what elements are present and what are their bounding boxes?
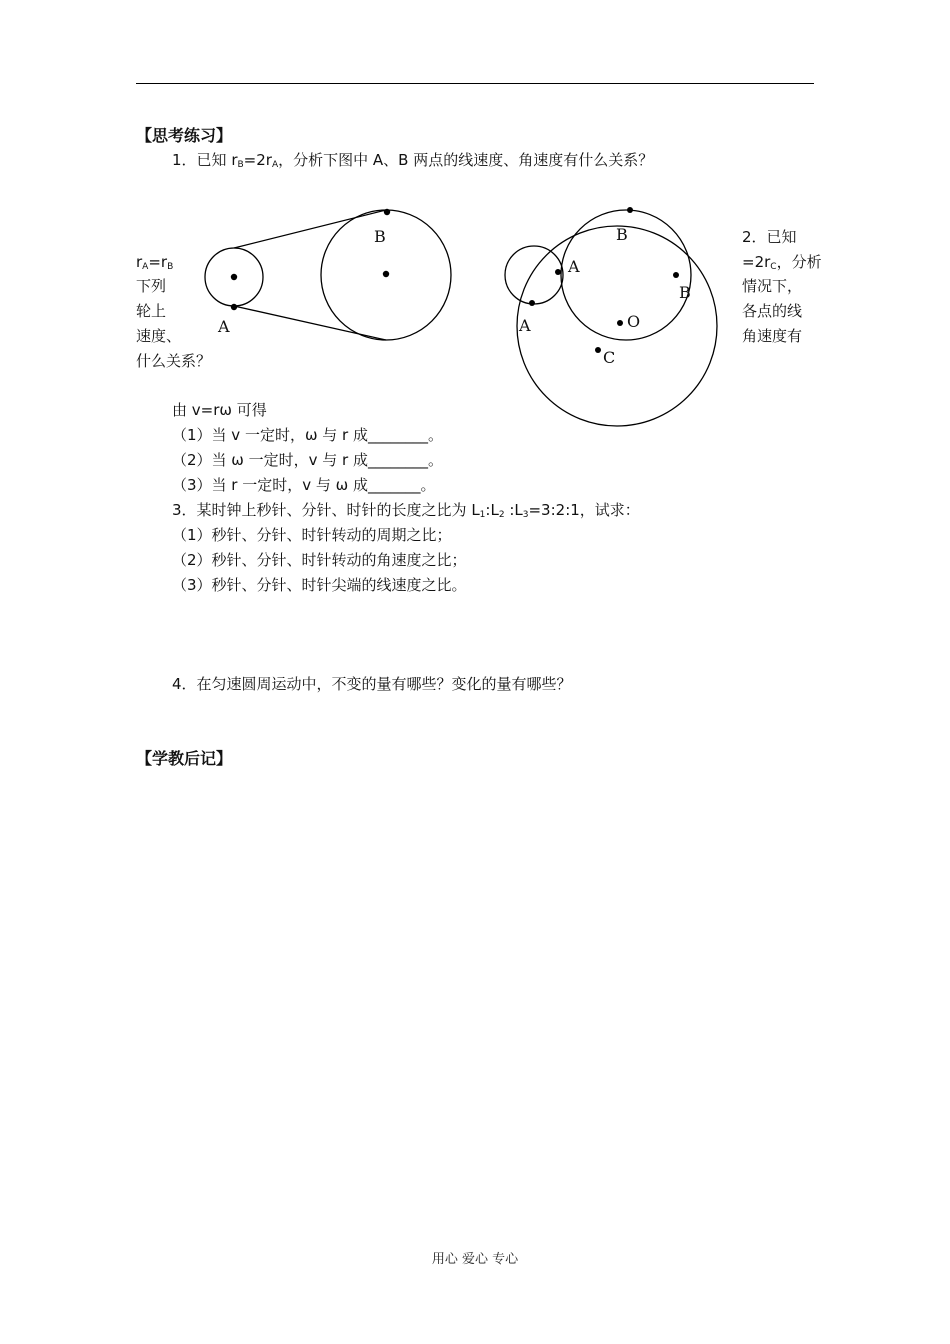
pulley-belt-diagram [195,200,465,360]
right-col-line-1: 2．已知 [742,228,797,246]
formula-intro: 由 v=rω 可得 [172,401,267,419]
q3-pre: 3．某时钟上秒针、分针、时针的长度之比为 L [172,501,480,519]
lc1-sub-a: A [142,262,149,272]
rc2-pre: =2r [742,253,771,271]
point-b-dot [384,209,390,215]
q3-post: =3:2:1，试求： [528,501,640,519]
right-col-line-2 [742,252,822,272]
belt-upper [234,210,386,248]
right-col-line-3: 情况下， [742,277,803,295]
question-3 [172,500,640,520]
large-wheel-center [383,271,389,277]
dot-a-bottom [529,300,535,306]
q3-sub-1: 1 [479,510,486,520]
fig2-label-o: O [627,312,641,331]
three-wheels-diagram [500,200,730,430]
fig2-label-a-right: A [568,257,580,276]
q1-mid: =2r [243,151,272,169]
formula-case-2: （2）当 ω 一定时，v 与 r 成________。 [172,451,443,469]
q1-sub-a: A [271,160,279,170]
lc1-pre: r [136,253,143,271]
q1-pre: 已知 r [196,151,238,169]
fig1-label-b: B [374,227,386,246]
dot-b-right [673,272,679,278]
right-col-line-4: 各点的线 [742,302,803,320]
section-title: 【思考练习】 [136,126,233,145]
question-1 [172,150,653,170]
large-circle [517,226,717,426]
fig2-label-c: C [603,348,616,367]
fig1-label-a: A [218,317,230,336]
small-wheel-center [231,274,237,280]
q1-sub-b: B [237,160,244,170]
q1-post: ，分析下图中 A、B 两点的线速度、角速度有什么关系？ [278,151,654,169]
left-col-line-5: 什么关系？ [136,352,212,370]
belt-lower [234,306,386,340]
question-3-part-2: （2）秒针、分针、时针转动的角速度之比； [172,551,467,569]
formula-case-3: （3）当 r 一定时，v 与 ω 成_______。 [172,476,436,494]
left-col-line-3: 轮上 [136,302,167,320]
formula-case-1: （1）当 v 一定时，ω 与 r 成________。 [172,426,443,444]
q3-sub-3: 3 [522,510,529,520]
left-col-line-4: 速度、 [136,327,182,345]
q3-sub-2: 2 [498,510,505,520]
q3-mid-1: :L [485,501,499,519]
dot-c [595,347,601,353]
dot-a-right [555,269,561,275]
fig2-label-b-right: B [679,283,691,302]
afterword-title: 【学教后记】 [136,749,233,768]
left-col-line-2: 下列 [136,277,167,295]
lc1-mid: =r [148,253,168,271]
dot-o [617,320,623,326]
page-footer: 用心 爱心 专心 [431,1252,519,1267]
q1-num: 1． [172,151,197,169]
question-3-part-3: （3）秒针、分针、时针尖端的线速度之比。 [172,576,467,594]
small-circle [505,246,563,304]
question-3-part-1: （1）秒针、分针、时针转动的周期之比； [172,526,452,544]
right-col-line-5: 角速度有 [742,327,803,345]
lc1-sub-b: B [167,262,174,272]
left-col-line-1 [136,252,173,272]
fig2-label-a-bottom: A [519,316,531,335]
fig2-label-b-top: B [616,225,628,244]
q3-mid-2: :L [504,501,523,519]
point-a-dot [231,304,237,310]
rc2-post: ，分析 [776,253,822,271]
rc2-sub: C [770,262,777,272]
dot-b-top [627,207,633,213]
header-rule [136,83,814,84]
question-4: 4．在匀速圆周运动中，不变的量有哪些？变化的量有哪些？ [172,675,572,693]
